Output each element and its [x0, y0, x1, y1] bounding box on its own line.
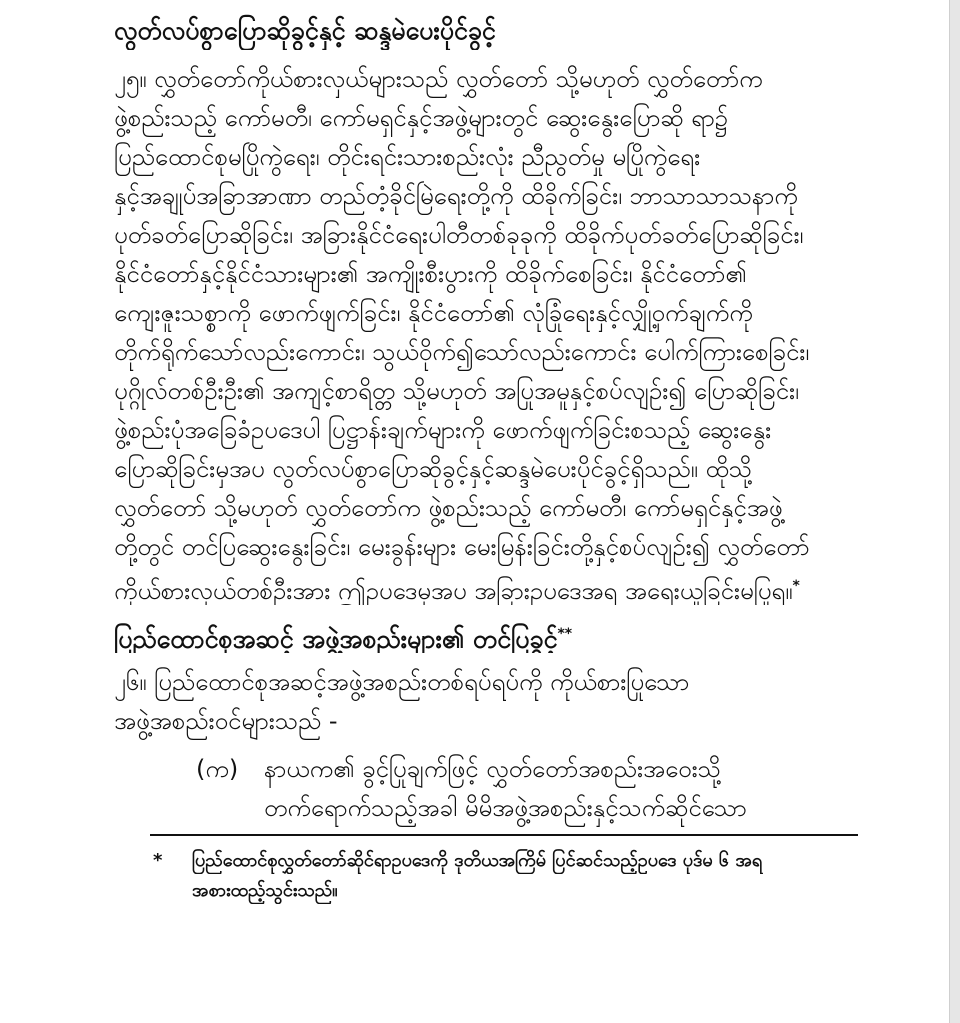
paragraph-line: ပုတ်ခတ်ပြောဆိုခြင်း၊ အခြားနိုင်ငံရေးပါတီတစ်ခုခုကို ထိခိုက်ပုတ်ခတ်ပြောဆိုခြင်း၊ [114, 221, 804, 249]
clause-line: နာယက၏ ခွင့်ပြုချက်ဖြင့် လွှတ်တော်အစည်းအဝေးသို့ [264, 755, 721, 783]
paragraph-line: လွှတ်တော် သို့မဟုတ် လွှတ်တော်က ဖွဲ့စည်းသည့် ကော်မတီ၊ ကော်မရှင်နှင့်အဖွဲ့ [114, 494, 783, 522]
paragraph-line: ၂၅။ လွှတ်တော်ကိုယ်စားလှယ်များသည် လွှတ်တော် သို့မဟုတ် လွှတ်တော်က [114, 65, 763, 93]
paragraph-line: ၂၆။ ပြည်ထောင်စုအဆင့်အဖွဲ့အစည်းတစ်ရပ်ရပ်ကို ကိုယ်စားပြုသော [114, 668, 690, 696]
footnote-mark: * [153, 850, 163, 871]
heading-text: ပြည်ထောင်စုအဆင့် အဖွဲ့အစည်းများ၏ တင်ပြခွင့် [114, 624, 558, 653]
footnote-line: အစားထည့်သွင်းသည်။ [192, 880, 338, 901]
footnote-divider [150, 834, 858, 836]
footnote-marker[interactable]: ** [557, 626, 573, 642]
paragraph-line: ပုဂ္ဂိုလ်တစ်ဦးဦး၏ အကျင့်စာရိတ္တ သို့မဟုတ် အပြုအမူနှင့်စပ်လျဉ်း၍ ပြောဆိုခြင်း၊ [114, 377, 799, 405]
paragraph-line: ပြောဆိုခြင်းမှအပ လွတ်လပ်စွာပြောဆိုခွင့်နှင့်ဆန္ဒမဲပေးပိုင်ခွင့်ရှိသည်။ ထိုသို့ [114, 455, 752, 483]
paragraph-line: ပြည်ထောင်စုမပြိုကွဲရေး၊ တိုင်းရင်းသားစည်းလုံး ညီညွတ်မှု မပြိုကွဲရေး [114, 143, 701, 171]
paragraph-line: ဖွဲ့စည်းသည့် ကော်မတီ၊ ကော်မရှင်နှင့်အဖွဲ့များတွင် ဆွေးနွေးပြောဆို ရာ၌ [114, 104, 729, 132]
clause-line: တက်ရောက်သည့်အခါ မိမိအဖွဲ့အစည်းနှင့်သက်ဆိုင်သော [264, 794, 747, 822]
clause-marker: (က) [196, 755, 239, 783]
footnote-line: ပြည်ထောင်စုလွှတ်တော်ဆိုင်ရာဥပဒေကို ဒုတိယအကြိမ် ပြင်ဆင်သည့်ဥပဒေ ပုဒ်မ ၆ အရ [192, 850, 763, 871]
paragraph-line-last [114, 567, 894, 605]
page-edge [949, 0, 960, 1023]
paragraph-line: ကျေးဇူးသစ္စာကို ဖောက်ဖျက်ခြင်း၊ နိုင်ငံတော်၏ လုံခြုံရေးနှင့်လျှို့ဝှက်ချက်ကို [114, 299, 753, 327]
paragraph-line: တို့တွင် တင်ပြဆွေးနွေးခြင်း၊ မေးခွန်းများ မေးမြန်းခြင်းတို့နှင့်စပ်လျဉ်း၍ လွှတ်တော် [114, 533, 810, 561]
paragraph-line: အဖွဲ့အစည်းဝင်များသည် - [114, 707, 338, 735]
heading-union-bodies [114, 615, 894, 653]
paragraph-line: ဖွဲ့စည်းပုံအခြေခံဥပဒေပါ ပြဋ္ဌာန်းချက်များကို ဖောက်ဖျက်ခြင်းစသည့် ဆွေးနွေး [114, 416, 772, 444]
paragraph-line: နှင့်အချုပ်အခြာအာဏာ တည်တံ့ခိုင်မြဲရေးတို့ကို ထိခိုက်ခြင်း၊ ဘာသာသာသနာကို [114, 182, 798, 210]
footnote-marker[interactable]: * [792, 578, 800, 594]
heading-free-speech: လွတ်လပ်စွာပြောဆိုခွင့်နှင့် ဆန္ဒမဲပေးပိုင်ခွင့် [114, 16, 496, 45]
paragraph-line: နိုင်ငံတော်နှင့်နိုင်ငံသားများ၏ အကျိုးစီးပွားကို ထိခိုက်စေခြင်း၊ နိုင်ငံတော်၏ [114, 260, 747, 288]
paragraph-text: ကိုယ်စားလှယ်တစ်ဦးအား ဤဥပဒေမှအပ အခြားဥပဒေအရ အရေးယူခြင်းမပြုရ။ [114, 577, 793, 605]
paragraph-line: တိုက်ရိုက်သော်လည်းကောင်း၊ သွယ်ဝိုက်၍သော်လည်းကောင်း ပေါက်ကြားစေခြင်း၊ [114, 338, 810, 366]
